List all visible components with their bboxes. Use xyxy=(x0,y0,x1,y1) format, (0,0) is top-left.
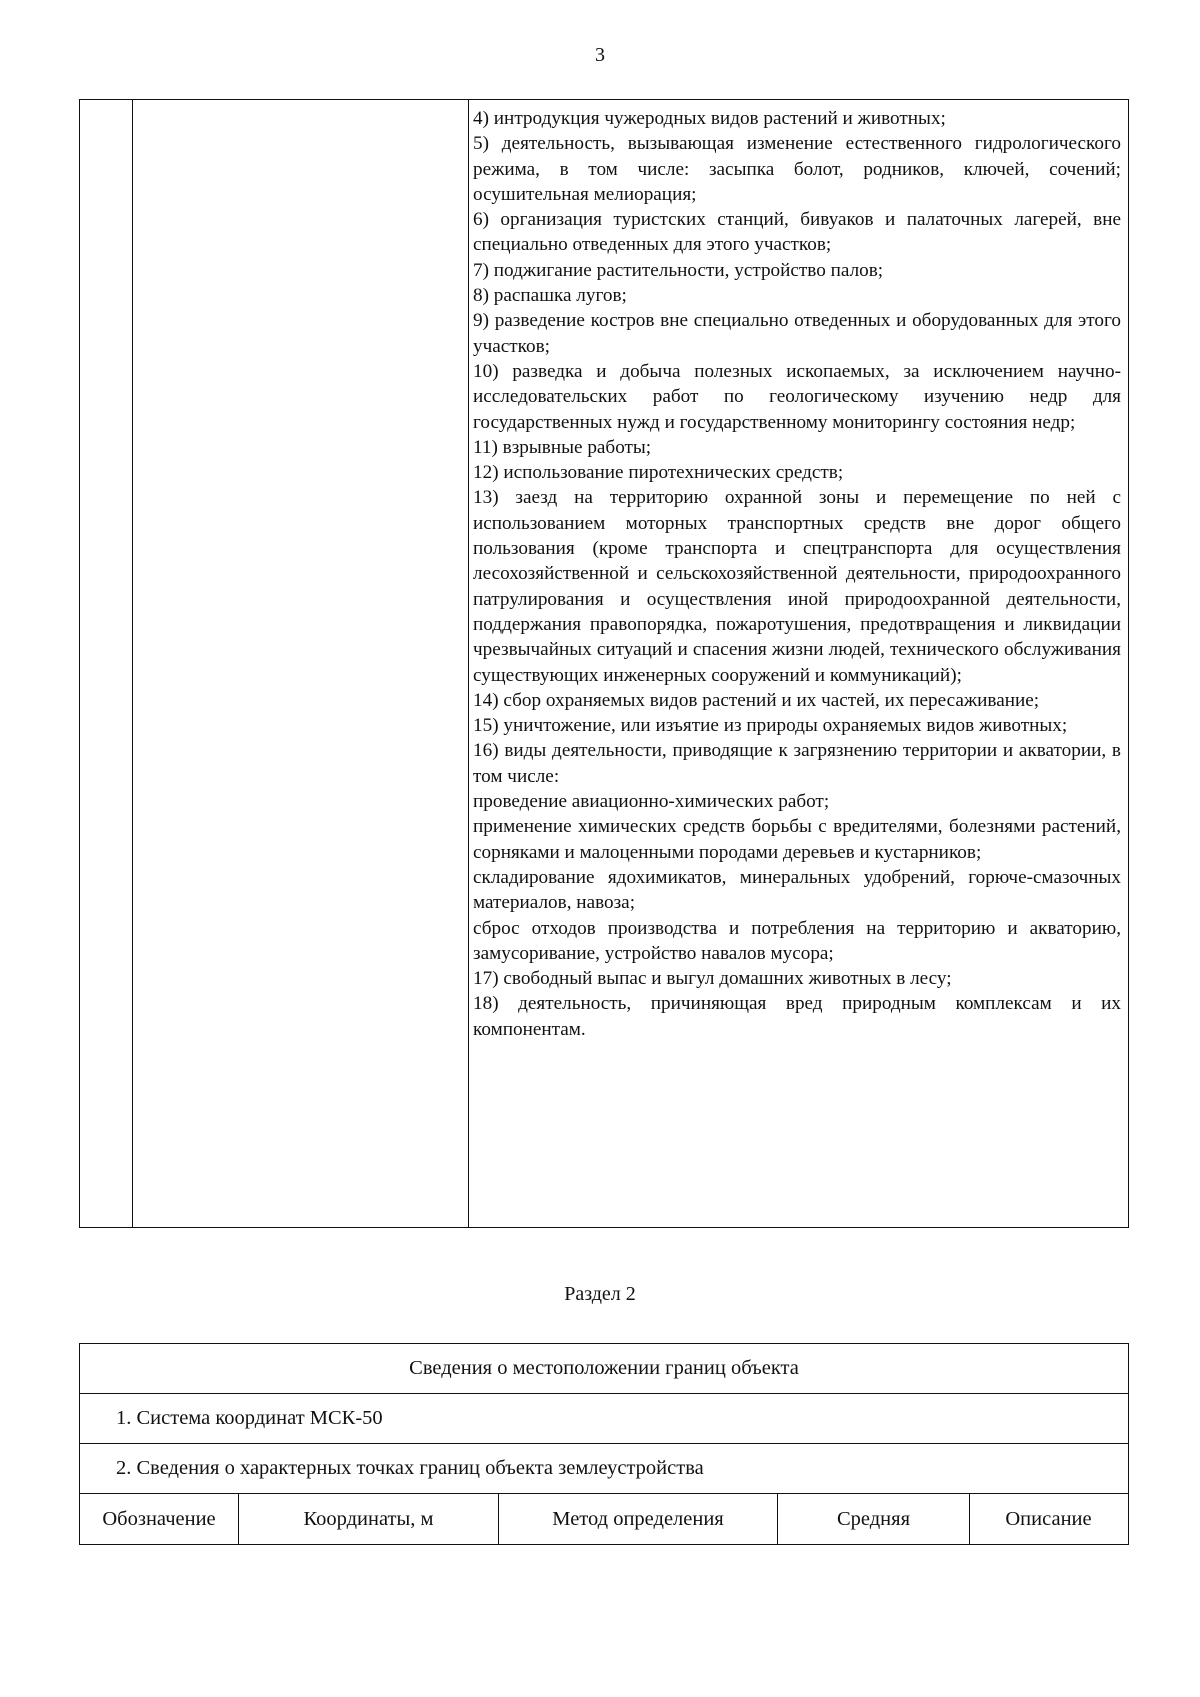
column-header: Координаты, м xyxy=(239,1494,499,1544)
points-info-row xyxy=(80,1444,1128,1494)
list-item: 7) поджигание растительности, устройство палов; xyxy=(473,259,884,281)
column-header: Описание xyxy=(1005,1507,1092,1530)
list-item: 16) виды деятельности, приводящие к загрязнению территории и акватории, в том числе: xyxy=(473,740,1121,787)
list-item: 8) распашка лугов; xyxy=(473,285,627,307)
column-divider xyxy=(468,100,469,1227)
table-title: Сведения о местоположении границ объекта xyxy=(409,1357,799,1379)
list-item: 9) разведение костров вне специально отведенных и оборудованных для этого участков; xyxy=(473,310,1121,357)
list-item: 17) свободный выпас и выгул домашних животных в лесу; xyxy=(473,968,952,990)
list-item: 14) сбор охраняемых видов растений и их частей, их пересаживание; xyxy=(473,689,1040,711)
column-header: Обозначение xyxy=(80,1494,239,1544)
list-item: 10) разведка и добыча полезных ископаемых, за исключением научно-исследовательских работ по геологическому изучению недр для государственных нужд и государственному мониторингу состояния недр; xyxy=(473,360,1121,433)
prohibited-activities-list xyxy=(473,106,1121,1042)
list-item: 5) деятельность, вызывающая изменение естественного гидрологического режима, в том числе: засыпка болот, родников, ключей, сочений; осушительная мелиорация; xyxy=(473,133,1121,205)
list-item: 4) интродукция чужеродных видов растений и животных; xyxy=(473,108,946,129)
table-title-row xyxy=(80,1344,1128,1394)
list-item: применение химических средств борьбы с вредителями, болезнями растений, сорняками и малоценными породами деревьев и кустарников; xyxy=(473,816,1121,863)
column-header-row xyxy=(80,1494,1128,1544)
section-title: Раздел 2 xyxy=(564,1283,636,1305)
boundaries-table xyxy=(79,1343,1129,1545)
restrictions-table xyxy=(79,99,1129,1228)
list-item: 13) заезд на территорию охранной зоны и перемещение по ней с использованием моторных транспортных средств вне дорог общего пользования (кроме транспорта и спецтранспорта для осуществления лесохозяйственной и сельскохозяйственной деятельности, природоохранного патрулирования и осуществления иной природоохранной деятельности, поддержания правопорядка, пожаротушения, предотвращения и ликвидации чрезвычайных ситуаций и спасения жизни людей, технического обслуживания существующих инженерных сооружений и коммуникаций); xyxy=(473,487,1121,686)
list-item: проведение авиационно-химических работ; xyxy=(473,791,830,813)
points-info-text: 2. Сведения о характерных точках границ объекта землеустройства xyxy=(116,1457,704,1479)
list-item: 12) использование пиротехнических средств; xyxy=(473,462,844,484)
list-item: сброс отходов производства и потребления на территорию и акваторию, замусоривание, устройство навалов мусора; xyxy=(473,917,1121,964)
column-header: Метод определения xyxy=(499,1494,778,1544)
list-item: складирование ядохимикатов, минеральных удобрений, горюче-смазочных материалов, навоза; xyxy=(473,866,1121,914)
coordinate-system-row xyxy=(80,1394,1128,1444)
list-item: 15) уничтожение, или изъятие из природы охраняемых видов животных; xyxy=(473,715,1068,737)
page-number: 3 xyxy=(595,44,605,66)
column-divider xyxy=(132,100,133,1227)
coordinate-system-text: 1. Система координат МСК-50 xyxy=(116,1407,383,1429)
list-item: 11) взрывные работы; xyxy=(473,436,652,458)
list-item: 6) организация туристских станций, бивуаков и палаточных лагерей, вне специально отведенных для этого участков; xyxy=(473,209,1121,256)
list-item: 18) деятельность, причиняющая вред природным комплексам и их компонентам. xyxy=(473,993,1121,1040)
column-header: Средняя xyxy=(778,1494,970,1544)
